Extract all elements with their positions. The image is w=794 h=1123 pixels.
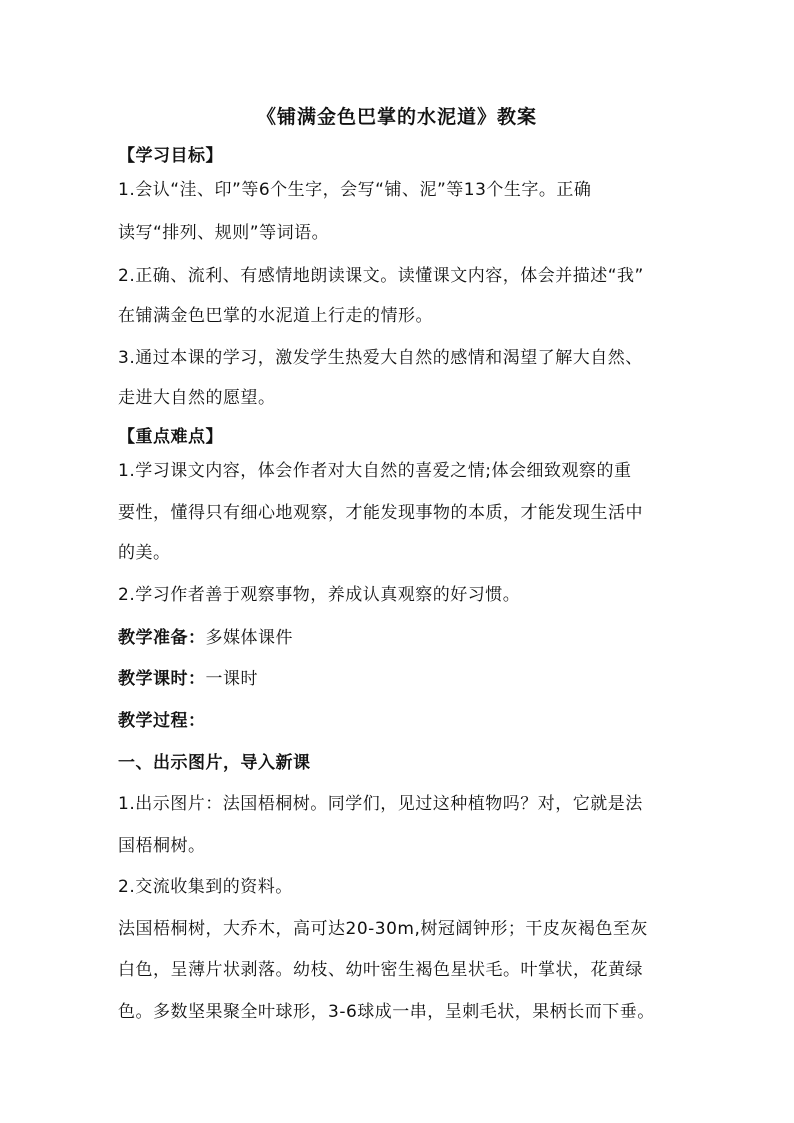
objective-1-line-1: 1.会认“洼、印”等6个生字，会写“铺、泥”等13个生字。正确 xyxy=(118,180,592,200)
part1-heading: 一、出示图片，导入新课 xyxy=(118,753,311,773)
teaching-prep xyxy=(118,625,688,651)
objectives-heading: 【学习目标】 xyxy=(118,146,223,166)
teaching-prep-label: 教学准备： xyxy=(118,628,206,648)
part1-paragraph-line-2: 白色，呈薄片状剥落。幼枝、幼叶密生褐色星状毛。叶掌状，花黄绿 xyxy=(118,960,643,980)
key-point-1-line-1: 1.学习课文内容，体会作者对大自然的喜爱之情;体会细致观察的重 xyxy=(118,461,632,481)
key-points-heading: 【重点难点】 xyxy=(118,427,223,447)
teaching-prep-value: 多媒体课件 xyxy=(205,628,293,648)
teaching-hours xyxy=(118,666,688,692)
process-heading: 教学过程： xyxy=(118,711,206,731)
objective-2-line-2: 在铺满金色巴掌的水泥道上行走的情形。 xyxy=(118,306,433,326)
teaching-hours-value: 一课时 xyxy=(205,669,258,689)
part1-paragraph-line-3: 色。多数坚果聚全叶球形，3-6球成一串，呈刺毛状，果柄长而下垂。 xyxy=(118,1002,655,1022)
part1-paragraph-line-1: 法国梧桐树，大乔木，高可达20-30m,树冠阔钟形；干皮灰褐色至灰 xyxy=(118,919,648,939)
teaching-hours-label: 教学课时： xyxy=(118,669,206,689)
document-title: 《铺满金色巴掌的水泥道》教案 xyxy=(256,106,537,128)
objective-3-line-1: 3.通过本课的学习，激发学生热爱大自然的感情和渴望了解大自然、 xyxy=(118,348,643,368)
key-point-1-line-2: 要性，懂得只有细心地观察，才能发现事物的本质，才能发现生活中 xyxy=(118,503,643,523)
key-point-1-line-3: 的美。 xyxy=(118,543,171,563)
objective-3-line-2: 走进大自然的愿望。 xyxy=(118,388,276,408)
objective-1-line-2: 读写“排列、规则”等词语。 xyxy=(118,223,330,243)
part1-item-2-line-1: 2.交流收集到的资料。 xyxy=(118,877,293,897)
objective-2-line-1: 2.正确、流利、有感情地朗读课文。读懂课文内容，体会并描述“我” xyxy=(118,266,644,286)
part1-item-1-line-2: 国梧桐树。 xyxy=(118,836,206,856)
key-point-2-line-1: 2.学习作者善于观察事物，养成认真观察的好习惯。 xyxy=(118,585,521,605)
part1-item-1-line-1: 1.出示图片：法国梧桐树。同学们，见过这种植物吗？对，它就是法 xyxy=(118,794,643,814)
